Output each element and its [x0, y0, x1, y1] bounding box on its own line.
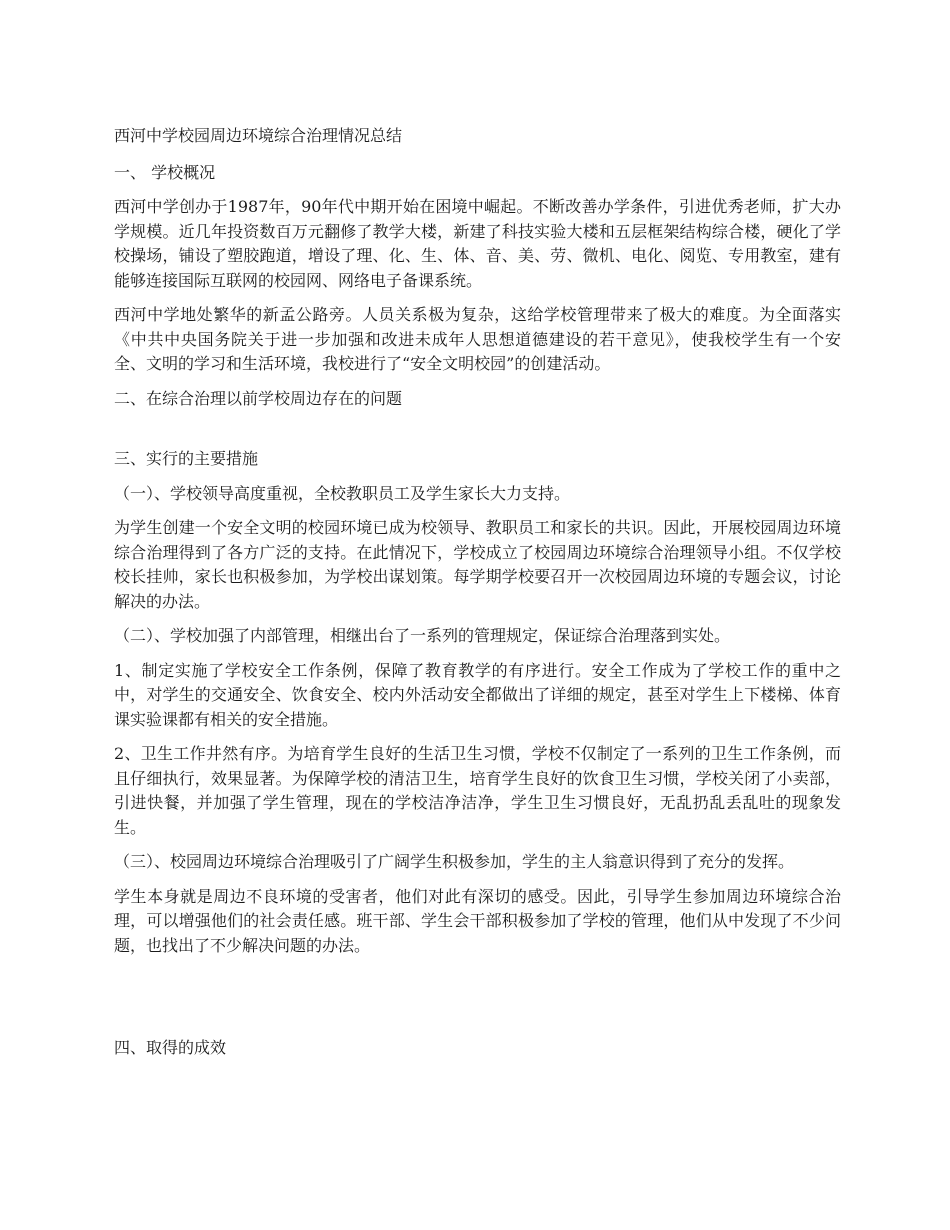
document-title: 西河中学校园周边环境综合治理情况总结: [114, 126, 403, 145]
paragraph-school-location: 西河中学地处繁华的新孟公路旁。人员关系极为复杂，这给学校管理带来了极大的难度。为全面落实《中共中央国务院关于进一步加强和改进未成年人思想道德建设的若干意见》，使我校学生有一个安全、文明的学习和生活环境，我校进行了“安全文明校园”的创建活动。: [114, 305, 841, 373]
blank-space: [114, 421, 841, 447]
subheading-leadership: （一）、学校领导高度重视，全校教职员工及学生家长大力支持。: [114, 483, 571, 503]
section-heading-overview: 一、 学校概况: [114, 162, 216, 182]
paragraph-leadership: 为学生创建一个安全文明的校园环境已成为校领导、教职员工和家长的共识。因此，开展校园周边环境综合治理得到了各方广泛的支持。在此情况下，学校成立了校园周边环境综合治理领导小组。不仅学校校长挂帅，家长也积极参加，为学校出谋划策。每学期学校要召开一次校园周边环境的专题会议，讨论解决的办法。: [114, 518, 841, 611]
paragraph-safety: 1、制定实施了学校安全工作条例，保障了教育教学的有序进行。安全工作成为了学校工作的重中之中，对学生的交通安全、饮食安全、校内外活动安全都做出了详细的规定，甚至对学生上下楼梯、体育课实验课都有相关的安全措施。: [114, 660, 841, 729]
paragraph-school-history: 西河中学创办于1987年，90年代中期开始在困境中崛起。不断改善办学条件，引进优秀老师，扩大办学规模。近几年投资数百万元翻修了教学大楼，新建了科技实验大楼和五层框架结构综合楼，硬化了学校操场，铺设了塑胶跑道，增设了理、化、生、体、音、美、劳、微机、电化、阅览、专用教室，建有能够连接国际互联网的校园网、网络电子备课系统。: [114, 197, 841, 290]
document-page: [114, 124, 841, 1071]
section-heading-results: 四、取得的成效: [114, 1038, 227, 1057]
section-heading-problems: 二、在综合治理以前学校周边存在的问题: [114, 388, 403, 408]
subheading-internal-management: （二）、学校加强了内部管理，相继出台了一系列的管理规定，保证综合治理落到实处。: [114, 626, 731, 645]
paragraph-hygiene: 2、卫生工作井然有序。为培育学生良好的生活卫生习惯，学校不仅制定了一系列的卫生工作条例，而且仔细执行，效果显著。为保障学校的清洁卫生，培育学生良好的饮食卫生习惯，学校关闭了小卖部，引进快餐，并加强了学生管理，现在的学校洁净洁净，学生卫生习惯良好，无乱扔乱丢乱吐的现象发生。: [114, 744, 841, 837]
blank-space: [114, 968, 841, 1036]
section-heading-measures: 三、实行的主要措施: [114, 449, 259, 468]
subheading-student-participation: （三）、校园周边环境综合治理吸引了广阔学生积极参加，学生的主人翁意识得到了充分的发挥。: [114, 852, 795, 871]
paragraph-student-participation: 学生本身就是周边不良环境的受害者，他们对此有深切的感受。因此，引导学生参加周边环境综合治理，可以增强他们的社会责任感。班干部、学生会干部积极参加了学校的管理，他们从中发现了不少问题，也找出了不少解决问题的办法。: [114, 886, 841, 955]
